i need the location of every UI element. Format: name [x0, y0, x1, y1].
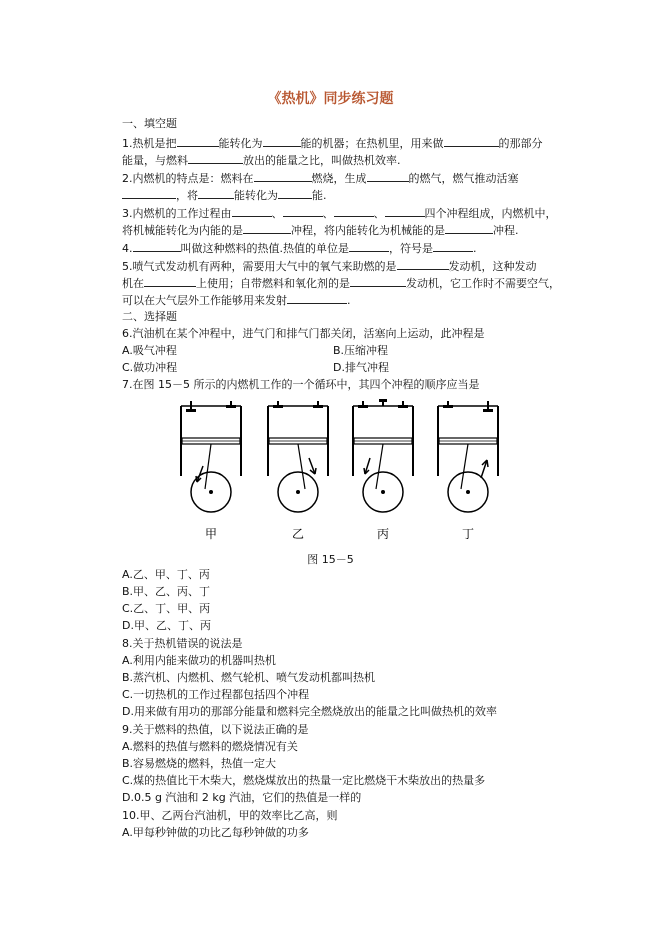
question-1-line-1: 1.热机是把 能转化为 能的机器；在热机里，用来做 的那部分	[122, 137, 543, 150]
question-10-option-a[interactable]: A.甲每秒钟做的功比乙每秒钟做的功多	[122, 826, 309, 839]
question-3-line-1: 3.内燃机的工作过程由 、 、 、 四个冲程组成，内燃机中，	[122, 207, 557, 220]
blank[interactable]	[122, 187, 176, 199]
question-10-stem: 10.甲、乙两台汽油机，甲的效率比乙高，则	[122, 809, 338, 822]
question-8-option-b[interactable]: B.蒸汽机、内燃机、燃气轮机、喷气发动机都叫热机	[122, 671, 376, 684]
question-8-option-d[interactable]: D.用来做有用功的那部分能量和燃料完全燃烧放出的能量之比叫做热机的效率	[122, 705, 497, 718]
question-7-option-b[interactable]: B.甲、乙、丙、丁	[122, 585, 211, 598]
question-3-line-2: 将机械能转化为内能的是 冲程，将内能转化为机械能的是 冲程.	[122, 224, 519, 237]
question-7-stem: 7.在图 15－5 所示的内燃机工作的一个循环中，其四个冲程的顺序应当是	[122, 378, 480, 391]
blank[interactable]	[254, 170, 312, 182]
blank[interactable]	[232, 205, 272, 217]
question-6-option-d[interactable]: D.排气冲程	[333, 361, 389, 374]
engine-cycle-figure	[175, 396, 505, 548]
blank[interactable]	[188, 152, 243, 164]
question-5-line-3: 可以在大气层外工作能够用来发射 .	[122, 294, 351, 307]
question-5-line-2: 机在 上使用；自带燃料和氧化剂的是 发动机，它工作时不需要空气，	[122, 277, 560, 290]
question-9-option-c[interactable]: C.煤的热值比干木柴大，燃烧煤放出的热量一定比燃烧干木柴放出的热量多	[122, 774, 486, 787]
figure-label: 乙	[291, 527, 305, 541]
question-6-option-c[interactable]: C.做功冲程	[122, 361, 178, 374]
blank[interactable]	[433, 240, 473, 252]
blank[interactable]	[243, 222, 291, 234]
blank[interactable]	[334, 205, 374, 217]
blank[interactable]	[397, 258, 449, 270]
question-9-option-b[interactable]: B.容易燃烧的燃料，热值一定大	[122, 757, 277, 770]
question-2-line-2: ，将 能转化为 能.	[122, 187, 327, 203]
question-7-option-d[interactable]: D.甲、乙、丁、丙	[122, 619, 211, 632]
question-7-option-a[interactable]: A.乙、甲、丁、丙	[122, 568, 210, 581]
blank[interactable]	[367, 170, 409, 182]
question-2-line-1: 2.内燃机的特点是：燃料在 燃烧，生成 的燃气，燃气推动活塞	[122, 172, 519, 185]
blank[interactable]	[133, 240, 181, 252]
cylinder-bing	[353, 399, 413, 512]
question-9-option-a[interactable]: A.燃料的热值与燃料的燃烧情况有关	[122, 740, 298, 753]
blank[interactable]	[287, 292, 347, 304]
question-5-line-1: 5.喷气式发动机有两种，需要用大气中的氧气来助燃的是 发动机，这种发动	[122, 260, 537, 273]
blank[interactable]	[144, 275, 196, 287]
blank[interactable]	[278, 187, 312, 199]
blank[interactable]	[349, 240, 389, 252]
blank[interactable]	[444, 135, 499, 147]
page-title: 《热机》同步练习题	[267, 91, 394, 107]
figure-label: 甲	[204, 527, 218, 541]
question-8-option-c[interactable]: C.一切热机的工作过程都包括四个冲程	[122, 688, 310, 701]
cylinder-yi	[268, 401, 328, 512]
blank[interactable]	[350, 275, 406, 287]
question-7-option-c[interactable]: C.乙、丁、甲、丙	[122, 602, 211, 615]
blank[interactable]	[263, 135, 301, 147]
question-6-stem: 6.汽油机在某个冲程中，进气门和排气门都关闭，活塞向上运动，此冲程是	[122, 327, 485, 340]
blank[interactable]	[445, 222, 493, 234]
cylinder-jia	[181, 401, 241, 512]
blank[interactable]	[385, 205, 425, 217]
cylinder-ding	[438, 401, 498, 512]
figure-label: 丁	[461, 527, 475, 541]
question-9-stem: 9.关于燃料的热值，以下说法正确的是	[122, 723, 309, 736]
blank[interactable]	[283, 205, 323, 217]
question-6-option-a[interactable]: A.吸气冲程	[122, 344, 177, 357]
section-heading: 二、选择题	[122, 310, 177, 323]
section-heading: 一、填空题	[122, 117, 177, 130]
question-4: 4. 叫做这种燃料的热值.热值的单位是 ，符号是 .	[122, 242, 477, 255]
figure-label: 丙	[376, 527, 390, 541]
question-9-option-d[interactable]: D.0.5 g 汽油和 2 kg 汽油，它们的热值是一样的	[122, 791, 362, 804]
question-6-option-b[interactable]: B.压缩冲程	[333, 344, 389, 357]
question-1-line-2: 能量，与燃料 放出的能量之比，叫做热机效率.	[122, 154, 401, 167]
blank[interactable]	[198, 187, 234, 199]
figure-caption: 图 15－5	[307, 553, 354, 566]
question-8-option-a[interactable]: A.利用内能来做功的机器叫热机	[122, 654, 276, 667]
blank[interactable]	[177, 135, 219, 147]
question-8-stem: 8.关于热机错误的说法是	[122, 637, 243, 650]
